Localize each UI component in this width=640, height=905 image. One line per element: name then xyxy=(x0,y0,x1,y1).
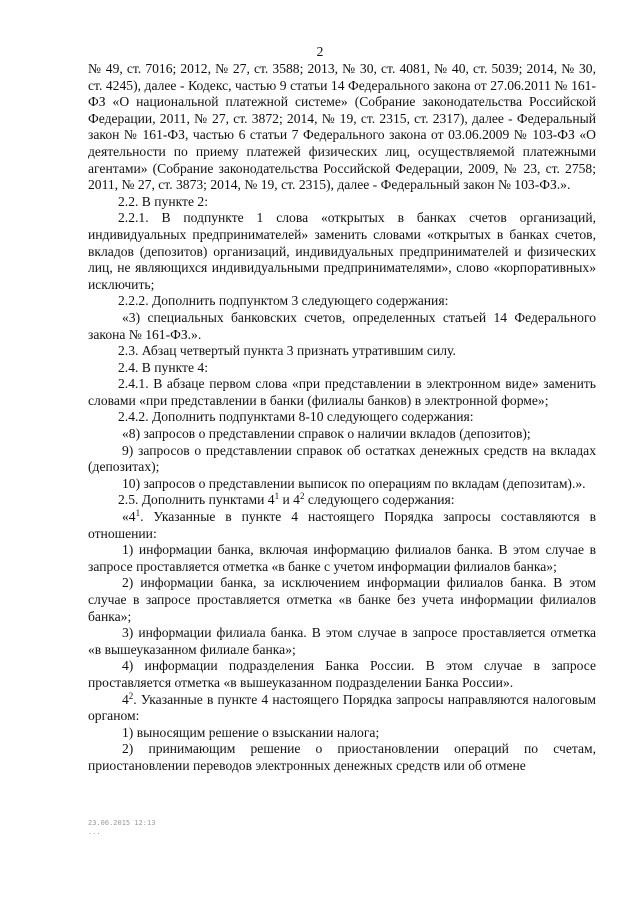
paragraph: $4^2$. Указанные в пункте 4 настоящего Порядка запросы направляются налоговым органом: xyxy=(88,690,596,724)
paragraph: 2) принимающим решение о приостановлении операций по счетам, приостановлении переводов электронных денежных средств или об отмене xyxy=(88,741,596,773)
paragraph: 2.2.2. Дополнить подпунктом 3 следующего содержания: xyxy=(118,293,449,309)
print-path: ... xyxy=(88,828,101,836)
paragraph: «8) запросов о представлении справок о наличии вкладов (депозитов); xyxy=(122,426,531,442)
print-timestamp: 23.06.2015 12:13 xyxy=(88,819,156,827)
paragraph: 2.3. Абзац четвертый пункта 3 признать утратившим силу. xyxy=(118,343,456,359)
paragraph: 2.2.1. В подпункте 1 слова «открытых в банках счетов организаций, индивидуальных предпринимателей» заменить словами «открытых в банках счетов, вкладов (депозитов) организаций, индивидуальных предпринимателей и физических лиц, не являющихся индивидуальными предпринимателями», слово «корпоративных» исключить; xyxy=(88,210,596,292)
paragraph: 10) запросов о представлении выписок по операциям по вкладам (депозитам).». xyxy=(122,475,586,491)
paragraph: 4) информации подразделения Банка России. В этом случае в запросе проставляется отметка «в вышеуказанном подразделении Банка России». xyxy=(88,658,596,690)
paragraph: «$4^1$. Указанные в пункте 4 настоящего Порядка запросы составляются в отношении: xyxy=(88,508,596,541)
paragraph: 2.5. Дополнить пунктами $4^1$ и $4^2$ следующего содержания: xyxy=(118,491,455,508)
paragraph: № 49, ст. 7016; 2012, № 27, ст. 3588; 2013, № 30, ст. 4081, № 40, ст. 5039; 2014, № 30, ст. 4245), далее - Кодекс, частью 9 статьи 14 Федерального закона от 27.06.2011 № 161-ФЗ «О национальной платежной системе» (Собрание законодательства Российской Федерации, 2011, № 27, ст. 3872; 2014, № 19, ст. 2315, ст. 2317), далее - Федеральный закон № 161-ФЗ, частью 6 статьи 7 Федерального закона от 03.06.2009 № 103-ФЗ «О деятельности по приему платежей физических лиц, осуществляемой платежными агентами» (Собрание законодательства Российской Федерации, 2009, № 23, ст. 2758; 2011, № 27, ст. 3873; 2014, № 19, ст. 2315), далее - Федеральный закон № 103-ФЗ.». xyxy=(88,61,596,193)
paragraph: 1) информации банка, включая информацию филиалов банка. В этом случае в запросе проставляется отметка «в банке с учетом информации филиалов банка»; xyxy=(88,542,596,574)
paragraph: 2) информации банка, за исключением информации филиалов банка. В этом случае в запросе проставляется отметка «в банке без учета информации филиалов банка»; xyxy=(88,575,596,624)
paragraph: 2.4. В пункте 4: xyxy=(118,359,208,375)
paragraph: 3) информации филиала банка. В этом случае в запросе проставляется отметка «в вышеуказанном филиале банка»; xyxy=(88,625,596,657)
document-body xyxy=(88,61,596,775)
paragraph: 9) запросов о представлении справок об остатках денежных средств на вкладах (депозитах); xyxy=(88,442,596,475)
paragraph: «3) специальных банковских счетов, определенных статьей 14 Федерального закона № 161-ФЗ.». xyxy=(88,309,596,342)
paragraph: 2.4.1. В абзаце первом слова «при представлении в электронном виде» заменить словами «при представлении в банки (филиалы банков) в электронной форме»; xyxy=(88,376,596,408)
paragraph: 2.4.2. Дополнить подпунктами 8-10 следующего содержания: xyxy=(118,409,474,425)
print-footer xyxy=(88,819,155,837)
page-number: 2 xyxy=(316,44,324,59)
paragraph: 1) выносящим решение о взыскании налога; xyxy=(122,724,380,740)
paragraph: 2.2. В пункте 2: xyxy=(118,193,208,209)
